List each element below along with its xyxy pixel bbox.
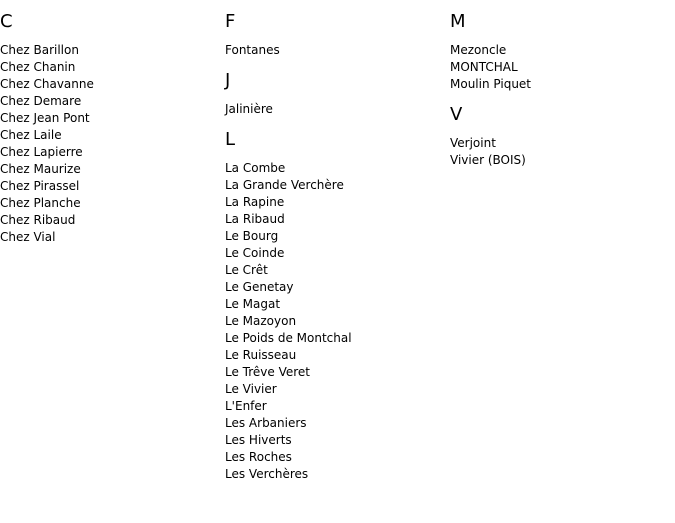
- entry-list: [450, 42, 675, 93]
- list-item: La Combe: [225, 161, 286, 175]
- letter-group-l: [225, 129, 450, 483]
- list-item: Chez Ribaud: [0, 213, 76, 227]
- list-item: Vivier (BOIS): [450, 153, 526, 167]
- list-item: Le Trêve Veret: [225, 365, 311, 379]
- letter-group-f: [225, 11, 450, 59]
- list-item: Les Hiverts: [225, 433, 292, 447]
- list-item: Les Roches: [225, 450, 292, 464]
- list-item: Moulin Piquet: [450, 77, 532, 91]
- list-item: Chez Laile: [0, 128, 62, 142]
- letter-group-c: [0, 11, 225, 246]
- list-item: Chez Planche: [0, 196, 81, 210]
- list-item: Chez Chanin: [0, 60, 76, 74]
- list-item: Chez Pirassel: [0, 179, 80, 193]
- list-item: Le Bourg: [225, 229, 279, 243]
- list-item: Le Coinde: [225, 246, 285, 260]
- index-column-1: [0, 0, 225, 246]
- list-item: Mezoncle: [450, 43, 507, 57]
- letter-heading: V: [450, 104, 463, 125]
- list-item: Chez Lapierre: [0, 145, 83, 159]
- entry-list: [450, 135, 675, 169]
- list-item: L'Enfer: [225, 399, 267, 413]
- entry-list: [0, 42, 225, 246]
- entry-list: [225, 101, 450, 118]
- list-item: Le Genetay: [225, 280, 294, 294]
- list-item: La Grande Verchère: [225, 178, 344, 192]
- letter-group-v: [450, 104, 675, 169]
- list-item: Le Magat: [225, 297, 281, 311]
- letter-heading: C: [0, 11, 13, 32]
- list-item: Le Mazoyon: [225, 314, 297, 328]
- letter-group-j: [225, 70, 450, 118]
- list-item: Chez Chavanne: [0, 77, 94, 91]
- letter-heading: M: [450, 11, 466, 32]
- list-item: Chez Jean Pont: [0, 111, 90, 125]
- letter-heading: L: [225, 129, 236, 150]
- entry-list: [225, 160, 450, 483]
- entry-list: [225, 42, 450, 59]
- list-item: MONTCHAL: [450, 60, 518, 74]
- list-item: Fontanes: [225, 43, 280, 57]
- list-item: Les Verchères: [225, 467, 309, 481]
- list-item: Chez Vial: [0, 230, 56, 244]
- list-item: Le Crêt: [225, 263, 268, 277]
- list-item: Les Arbaniers: [225, 416, 307, 430]
- list-item: Le Ruisseau: [225, 348, 297, 362]
- list-item: La Rapine: [225, 195, 285, 209]
- list-item: Chez Maurize: [0, 162, 81, 176]
- letter-heading: F: [225, 11, 236, 32]
- list-item: Chez Demare: [0, 94, 82, 108]
- list-item: Jalinière: [225, 102, 273, 116]
- index-column-2: [225, 0, 450, 483]
- letter-group-m: [450, 11, 675, 93]
- list-item: Verjoint: [450, 136, 496, 150]
- list-item: Chez Barillon: [0, 43, 79, 57]
- letter-heading: J: [225, 70, 231, 91]
- list-item: La Ribaud: [225, 212, 285, 226]
- list-item: Le Poids de Montchal: [225, 331, 352, 345]
- index-column-3: [450, 0, 675, 169]
- list-item: Le Vivier: [225, 382, 277, 396]
